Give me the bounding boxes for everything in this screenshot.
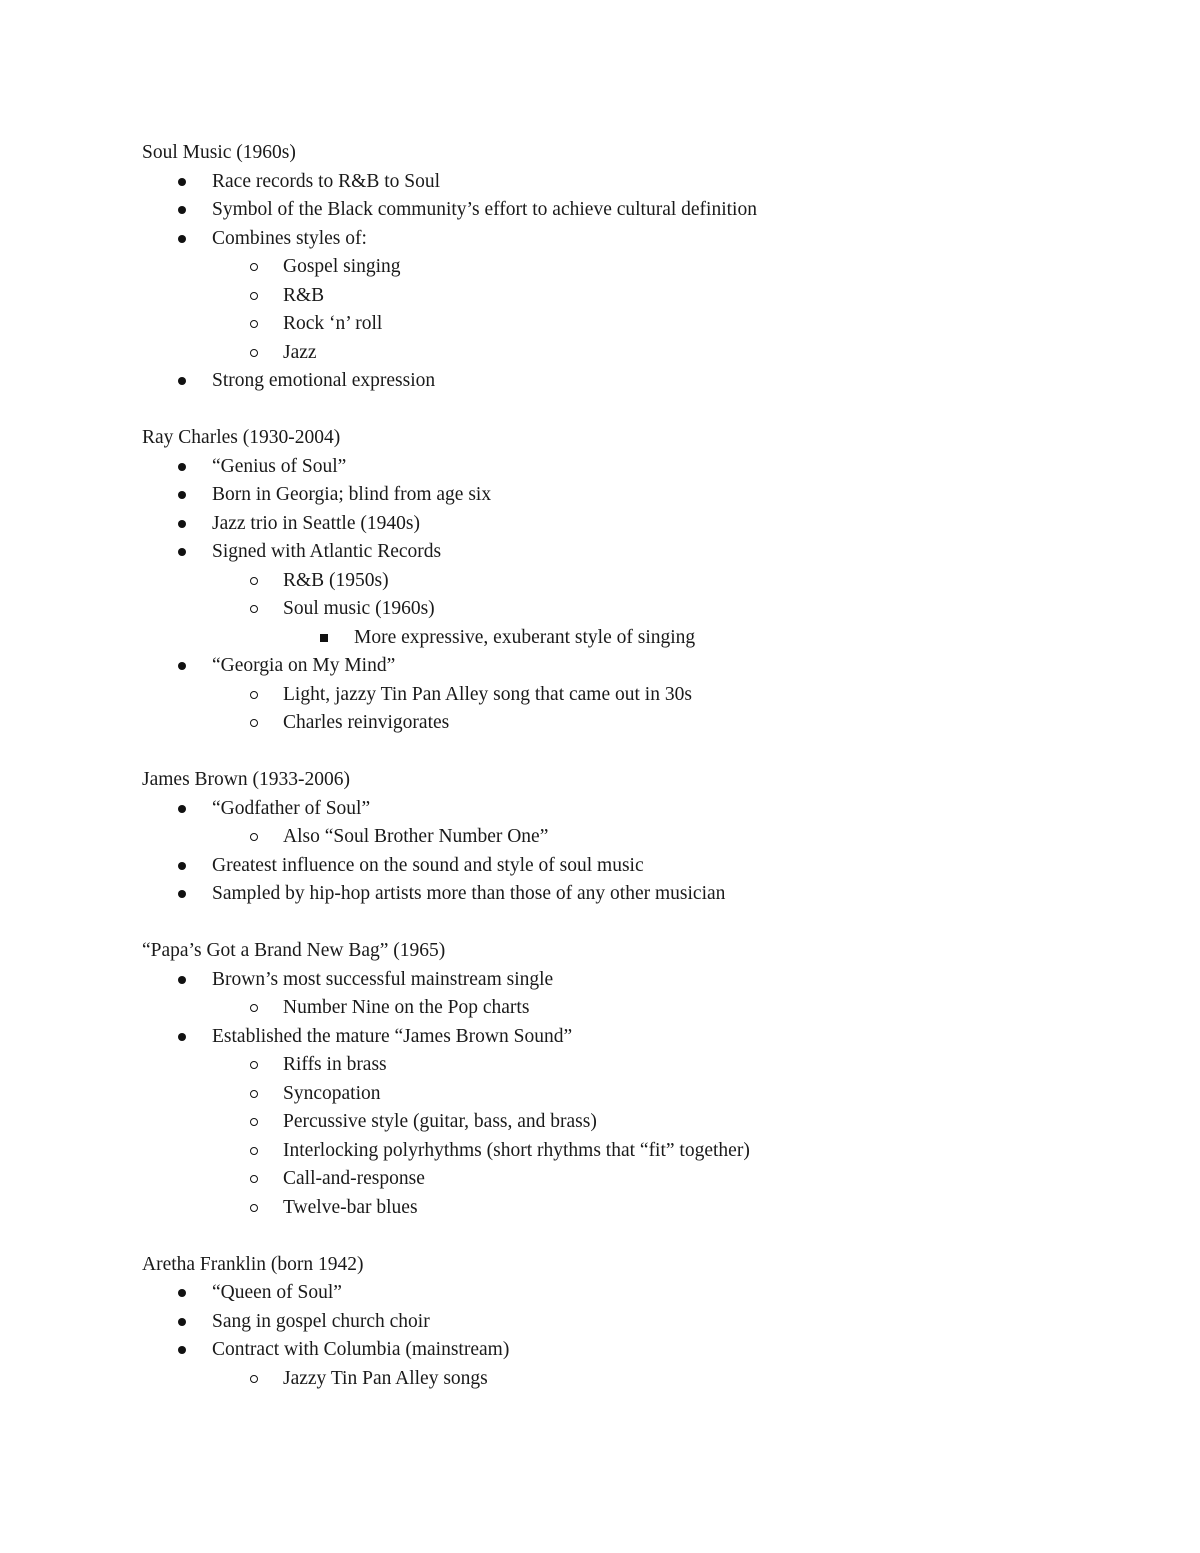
list-item [142, 538, 1142, 567]
list-item-text: Race records to R&B to Soul [212, 170, 441, 192]
list-item-text: Jazz [283, 341, 317, 363]
list-item [142, 880, 1142, 909]
bullet-disc-icon [172, 966, 192, 995]
bullet-circle-icon [244, 253, 264, 282]
outline-section [142, 766, 1142, 909]
list-item [142, 1365, 1142, 1394]
bullet-disc-icon [172, 852, 192, 881]
list-item-text: More expressive, exuberant style of singing [354, 626, 696, 648]
list-item-text: “Georgia on My Mind” [212, 655, 396, 676]
section-heading: Aretha Franklin (born 1942) [142, 1253, 364, 1275]
list-item-text: R&B (1950s) [283, 569, 389, 591]
list-item [142, 1051, 1142, 1080]
bullet-disc-icon [172, 1308, 192, 1337]
list-item [142, 852, 1142, 881]
list-item-text: Jazz trio in Seattle (1940s) [212, 512, 420, 534]
list-item-text: Syncopation [283, 1082, 381, 1104]
list-item-text: Greatest influence on the sound and style of soul music [212, 854, 644, 876]
outline-section [142, 139, 1142, 396]
bullet-disc-icon [172, 225, 192, 254]
list-item [142, 1308, 1142, 1337]
list-item-text: R&B [283, 284, 325, 306]
outline-section [142, 1251, 1142, 1394]
list-item [142, 567, 1142, 596]
list-item [142, 1336, 1142, 1365]
bullet-circle-icon [244, 1108, 264, 1137]
bullet-disc-icon [172, 1279, 192, 1308]
document-page [142, 139, 1142, 1393]
list-item [142, 1165, 1142, 1194]
list-item-text: Sampled by hip-hop artists more than those of any other musician [212, 883, 726, 904]
bullet-circle-icon [244, 681, 264, 710]
section-heading: Soul Music (1960s) [142, 142, 296, 163]
list-item-text: Rock ‘n’ roll [283, 313, 383, 334]
list-item-text: Twelve-bar blues [283, 1196, 418, 1218]
bullet-circle-icon [244, 1080, 264, 1109]
list-item [142, 453, 1142, 482]
bullet-circle-icon [244, 1194, 264, 1223]
list-item-text: Contract with Columbia (mainstream) [212, 1339, 510, 1360]
outline-section [142, 937, 1142, 1222]
bullet-circle-icon [244, 994, 264, 1023]
list-item [142, 795, 1142, 824]
section-heading: “Papa’s Got a Brand New Bag” (1965) [142, 940, 446, 961]
bullet-disc-icon [172, 1336, 192, 1365]
bullet-square-icon [314, 624, 334, 653]
list-item-text: Call-and-response [283, 1168, 425, 1189]
list-item [142, 481, 1142, 510]
bullet-disc-icon [172, 481, 192, 510]
list-item-text: Number Nine on the Pop charts [283, 997, 530, 1018]
list-item-text: Brown’s most successful mainstream single [212, 968, 554, 990]
list-item [142, 367, 1142, 396]
list-item [142, 253, 1142, 282]
list-item [142, 595, 1142, 624]
list-item [142, 168, 1142, 197]
list-item-text: Symbol of the Black community’s effort to achieve cultural definition [212, 199, 757, 220]
list-item-text: “Godfather of Soul” [212, 797, 371, 819]
list-item [142, 624, 1142, 653]
list-item [142, 1080, 1142, 1109]
bullet-circle-icon [244, 1165, 264, 1194]
list-item [142, 1279, 1142, 1308]
bullet-disc-icon [172, 196, 192, 225]
list-item-text: Born in Georgia; blind from age six [212, 484, 492, 505]
list-item [142, 652, 1142, 681]
bullet-circle-icon [244, 567, 264, 596]
list-item [142, 196, 1142, 225]
list-item [142, 1108, 1142, 1137]
list-item [142, 282, 1142, 311]
list-item [142, 966, 1142, 995]
list-item-text: Also “Soul Brother Number One” [283, 826, 549, 847]
list-item-text: “Genius of Soul” [212, 455, 347, 477]
list-item [142, 681, 1142, 710]
list-item [142, 1137, 1142, 1166]
bullet-disc-icon [172, 510, 192, 539]
list-item-text: Riffs in brass [283, 1054, 387, 1075]
list-item [142, 823, 1142, 852]
list-item-text: Strong emotional expression [212, 370, 436, 391]
list-item [142, 994, 1142, 1023]
bullet-disc-icon [172, 538, 192, 567]
bullet-circle-icon [244, 339, 264, 368]
list-item [142, 510, 1142, 539]
section-heading: James Brown (1933-2006) [142, 769, 350, 790]
list-item-text: Soul music (1960s) [283, 598, 435, 619]
bullet-circle-icon [244, 310, 264, 339]
outline-section [142, 424, 1142, 738]
bullet-disc-icon [172, 168, 192, 197]
list-item-text: Signed with Atlantic Records [212, 541, 442, 562]
list-item-text: Interlocking polyrhythms (short rhythms that “fit” together) [283, 1139, 750, 1161]
bullet-disc-icon [172, 795, 192, 824]
list-item [142, 1194, 1142, 1223]
list-item-text: Established the mature “James Brown Sound” [212, 1025, 573, 1047]
list-item-text: Charles reinvigorates [283, 712, 450, 733]
list-item-text: “Queen of Soul” [212, 1282, 342, 1303]
bullet-circle-icon [244, 1365, 264, 1394]
bullet-circle-icon [244, 282, 264, 311]
bullet-disc-icon [172, 652, 192, 681]
bullet-disc-icon [172, 367, 192, 396]
list-item-text: Sang in gospel church choir [212, 1310, 430, 1332]
list-item-text: Light, jazzy Tin Pan Alley song that came out in 30s [283, 683, 692, 705]
list-item-text: Combines styles of: [212, 227, 367, 249]
list-item-text: Gospel singing [283, 256, 401, 277]
list-item-text: Percussive style (guitar, bass, and brass) [283, 1111, 597, 1132]
list-item [142, 225, 1142, 254]
list-item [142, 1023, 1142, 1052]
bullet-circle-icon [244, 709, 264, 738]
bullet-circle-icon [244, 823, 264, 852]
bullet-circle-icon [244, 595, 264, 624]
list-item-text: Jazzy Tin Pan Alley songs [283, 1367, 488, 1389]
bullet-circle-icon [244, 1051, 264, 1080]
bullet-disc-icon [172, 880, 192, 909]
section-heading: Ray Charles (1930-2004) [142, 427, 341, 448]
list-item [142, 339, 1142, 368]
bullet-circle-icon [244, 1137, 264, 1166]
list-item [142, 709, 1142, 738]
bullet-disc-icon [172, 453, 192, 482]
bullet-disc-icon [172, 1023, 192, 1052]
list-item [142, 310, 1142, 339]
